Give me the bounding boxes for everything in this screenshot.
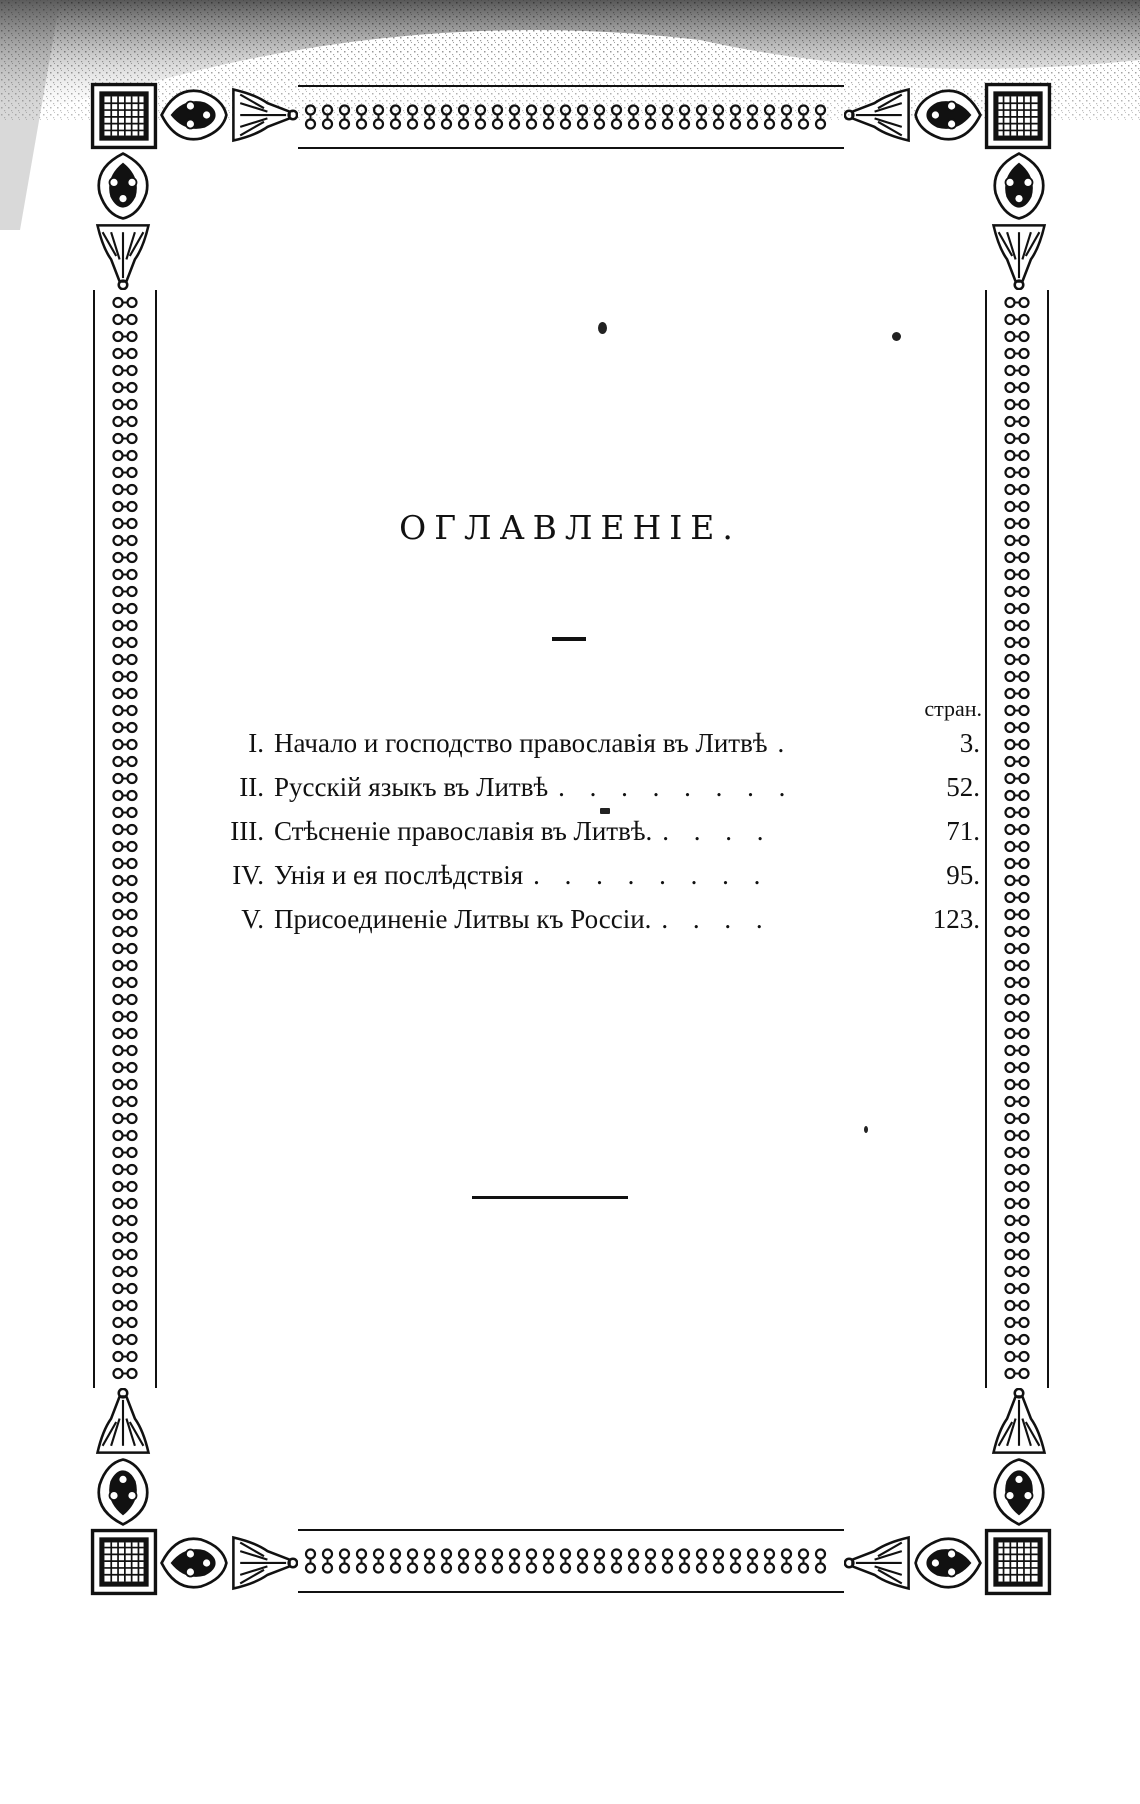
table-of-contents bbox=[200, 728, 980, 948]
border-loop bbox=[374, 1550, 383, 1573]
border-loop bbox=[612, 106, 621, 129]
border-loop bbox=[578, 106, 587, 129]
border-loop bbox=[114, 1046, 137, 1055]
toc-entry-number: III. bbox=[230, 816, 264, 846]
border-loop bbox=[1006, 1250, 1029, 1259]
border-loop bbox=[306, 106, 315, 129]
border-loop bbox=[114, 723, 137, 732]
toc-entry bbox=[200, 860, 980, 904]
border-loop bbox=[114, 842, 137, 851]
border-loop bbox=[816, 106, 825, 129]
border-loop bbox=[561, 106, 570, 129]
toc-leader-dots: . . . . bbox=[661, 904, 772, 934]
border-loop bbox=[114, 1148, 137, 1157]
border-loop bbox=[114, 587, 137, 596]
toc-entry bbox=[200, 728, 980, 772]
toc-entry-title: Начало и господство православія въ Литвѣ bbox=[274, 728, 768, 758]
border-loop bbox=[1006, 1335, 1029, 1344]
border-loop bbox=[114, 400, 137, 409]
border-loop bbox=[114, 468, 137, 477]
border-loop bbox=[1006, 332, 1029, 341]
border-loop bbox=[114, 434, 137, 443]
border-loop bbox=[114, 332, 137, 341]
border-loop bbox=[1006, 1080, 1029, 1089]
border-loop bbox=[1006, 315, 1029, 324]
border-loop bbox=[114, 1182, 137, 1191]
toc-leader-dots: . . . . bbox=[662, 816, 773, 846]
border-loop bbox=[114, 1012, 137, 1021]
border-loop bbox=[114, 638, 137, 647]
border-loop bbox=[1006, 927, 1029, 936]
border-loop bbox=[1006, 1131, 1029, 1140]
toc-entry-number: IV. bbox=[232, 860, 264, 890]
border-loop bbox=[1006, 808, 1029, 817]
border-loop bbox=[1006, 298, 1029, 307]
corner-top-right bbox=[845, 85, 1050, 290]
border-loop bbox=[114, 349, 137, 358]
border-loop bbox=[114, 1080, 137, 1089]
border-loop bbox=[1006, 434, 1029, 443]
border-loop bbox=[1006, 366, 1029, 375]
border-loop bbox=[114, 1216, 137, 1225]
border-loop bbox=[1006, 1148, 1029, 1157]
border-loop bbox=[114, 1250, 137, 1259]
border-loop bbox=[1006, 1267, 1029, 1276]
border-loop bbox=[1006, 1165, 1029, 1174]
border-loop bbox=[114, 1352, 137, 1361]
border-loop bbox=[323, 1550, 332, 1573]
ink-speck bbox=[598, 322, 607, 334]
border-loop bbox=[646, 106, 655, 129]
border-loop bbox=[731, 1550, 740, 1573]
border-loop bbox=[114, 927, 137, 936]
border-loop bbox=[114, 1165, 137, 1174]
border-loop bbox=[476, 1550, 485, 1573]
border-loop bbox=[114, 672, 137, 681]
toc-leader-dots: . . . . . . . . bbox=[533, 860, 770, 890]
border-loop bbox=[391, 1550, 400, 1573]
border-loop bbox=[1006, 893, 1029, 902]
border-loop bbox=[114, 893, 137, 902]
border-loop bbox=[114, 995, 137, 1004]
ink-speck bbox=[892, 332, 901, 341]
border-loop bbox=[114, 1369, 137, 1378]
border-loop bbox=[114, 1063, 137, 1072]
border-loop bbox=[114, 485, 137, 494]
border-loop bbox=[1006, 587, 1029, 596]
border-loop bbox=[1006, 1199, 1029, 1208]
border-loop bbox=[114, 706, 137, 715]
border-loop bbox=[1006, 468, 1029, 477]
border-loop bbox=[1006, 1063, 1029, 1072]
border-loop bbox=[816, 1550, 825, 1573]
border-loop bbox=[114, 315, 137, 324]
border-loop bbox=[442, 106, 451, 129]
border-loop bbox=[1006, 553, 1029, 562]
toc-entry-page: 3. bbox=[959, 728, 980, 758]
border-loop bbox=[544, 106, 553, 129]
border-loop bbox=[765, 106, 774, 129]
border-loop bbox=[114, 825, 137, 834]
border-loop bbox=[1006, 910, 1029, 919]
border-loop bbox=[527, 1550, 536, 1573]
border-loop bbox=[1006, 825, 1029, 834]
border-loop bbox=[114, 621, 137, 630]
page-column-label: стран. bbox=[924, 696, 982, 721]
border-loop bbox=[578, 1550, 587, 1573]
border-loop bbox=[408, 1550, 417, 1573]
toc-leader-dots: . . . . . . . . bbox=[558, 772, 795, 802]
border-loop bbox=[114, 1301, 137, 1310]
border-loop bbox=[114, 417, 137, 426]
border-loop bbox=[114, 1284, 137, 1293]
corner-bottom-left bbox=[93, 1389, 298, 1594]
border-loop bbox=[1006, 706, 1029, 715]
border-loop bbox=[663, 1550, 672, 1573]
border-loop bbox=[1006, 621, 1029, 630]
border-loop bbox=[425, 1550, 434, 1573]
border-loop bbox=[1006, 604, 1029, 613]
border-loop bbox=[680, 106, 689, 129]
toc-entry-page: 123. bbox=[932, 904, 980, 934]
border-loop bbox=[374, 106, 383, 129]
border-loop bbox=[1006, 740, 1029, 749]
toc-entry bbox=[200, 772, 980, 816]
border-loop bbox=[1006, 944, 1029, 953]
border-loop bbox=[114, 1114, 137, 1123]
border-loop bbox=[731, 106, 740, 129]
border-loop bbox=[1006, 791, 1029, 800]
toc-entry-page: 71. bbox=[946, 816, 980, 846]
border-loop bbox=[595, 106, 604, 129]
border-loop bbox=[697, 1550, 706, 1573]
border-loop bbox=[114, 1097, 137, 1106]
border-loop bbox=[799, 1550, 808, 1573]
border-loop bbox=[323, 106, 332, 129]
border-loop bbox=[114, 553, 137, 562]
border-loop bbox=[595, 1550, 604, 1573]
border-loop bbox=[1006, 1318, 1029, 1327]
border-loop bbox=[748, 106, 757, 129]
toc-entry-number: I. bbox=[248, 728, 264, 758]
border-loop bbox=[629, 1550, 638, 1573]
border-loop bbox=[442, 1550, 451, 1573]
border-loop bbox=[114, 859, 137, 868]
border-loop bbox=[1006, 689, 1029, 698]
toc-entry-title: Присоединеніе Литвы къ Россіи. bbox=[274, 904, 652, 934]
border-loop bbox=[114, 1233, 137, 1242]
border-loop bbox=[1006, 383, 1029, 392]
border-loop bbox=[425, 106, 434, 129]
border-loop bbox=[1006, 723, 1029, 732]
border-loop bbox=[782, 106, 791, 129]
border-loop bbox=[748, 1550, 757, 1573]
corner-bottom-right bbox=[845, 1389, 1050, 1594]
closing-rule bbox=[472, 1196, 628, 1199]
border-loop bbox=[1006, 961, 1029, 970]
border-loop bbox=[1006, 451, 1029, 460]
border-loop bbox=[114, 791, 137, 800]
toc-entry-title: Унія и ея послѣдствія bbox=[274, 860, 524, 890]
toc-entry-title: Русскій языкъ въ Литвѣ bbox=[274, 772, 549, 802]
border-loop bbox=[114, 570, 137, 579]
border-loop bbox=[114, 961, 137, 970]
border-loop bbox=[799, 106, 808, 129]
border-loop bbox=[114, 757, 137, 766]
toc-entry-page: 95. bbox=[946, 860, 980, 890]
border-loop bbox=[459, 1550, 468, 1573]
border-loop bbox=[114, 1318, 137, 1327]
border-loop bbox=[114, 383, 137, 392]
border-loop bbox=[1006, 757, 1029, 766]
border-loop bbox=[114, 655, 137, 664]
border-loop bbox=[114, 451, 137, 460]
border-loop bbox=[114, 298, 137, 307]
border-loop bbox=[510, 1550, 519, 1573]
border-loop bbox=[114, 774, 137, 783]
border-loop bbox=[1006, 570, 1029, 579]
border-loop bbox=[1006, 995, 1029, 1004]
border-loop bbox=[1006, 400, 1029, 409]
border-loop bbox=[1006, 417, 1029, 426]
border-loop bbox=[714, 106, 723, 129]
border-loop bbox=[1006, 672, 1029, 681]
border-loop bbox=[114, 1199, 137, 1208]
border-loop bbox=[357, 1550, 366, 1573]
border-loop bbox=[1006, 876, 1029, 885]
border-loop bbox=[1006, 1301, 1029, 1310]
border-loop bbox=[1006, 655, 1029, 664]
toc-entry-page: 52. bbox=[946, 772, 980, 802]
border-loop bbox=[1006, 349, 1029, 358]
border-loop bbox=[114, 876, 137, 885]
border-loop bbox=[114, 944, 137, 953]
border-loop bbox=[1006, 1369, 1029, 1378]
border-loop bbox=[114, 740, 137, 749]
border-loop bbox=[340, 106, 349, 129]
heading-dash bbox=[552, 637, 586, 641]
toc-entry bbox=[200, 816, 980, 860]
border-loop bbox=[493, 106, 502, 129]
border-loop bbox=[114, 808, 137, 817]
border-loop bbox=[357, 106, 366, 129]
border-loop bbox=[544, 1550, 553, 1573]
border-loop bbox=[391, 106, 400, 129]
border-loop bbox=[1006, 842, 1029, 851]
border-loop bbox=[114, 1131, 137, 1140]
toc-leader-dots: . bbox=[777, 728, 794, 758]
ink-speck bbox=[864, 1126, 868, 1133]
border-loop bbox=[629, 106, 638, 129]
border-loop bbox=[697, 106, 706, 129]
border-loop bbox=[1006, 1233, 1029, 1242]
border-loop bbox=[1006, 1029, 1029, 1038]
border-loop bbox=[476, 106, 485, 129]
border-loop bbox=[459, 106, 468, 129]
border-loop bbox=[114, 689, 137, 698]
border-loop bbox=[114, 604, 137, 613]
border-loop bbox=[114, 978, 137, 987]
toc-heading: ОГЛАВЛЕНІЕ. bbox=[399, 508, 741, 547]
border-loop bbox=[612, 1550, 621, 1573]
border-loop bbox=[340, 1550, 349, 1573]
toc-entry-number: V. bbox=[241, 904, 264, 934]
border-loop bbox=[561, 1550, 570, 1573]
border-loop bbox=[663, 106, 672, 129]
border-loop bbox=[1006, 1352, 1029, 1361]
toc-entry-title: Стѣсненіе православія въ Литвѣ. bbox=[274, 816, 653, 846]
border-loop bbox=[527, 106, 536, 129]
border-loop bbox=[1006, 1046, 1029, 1055]
border-loop bbox=[1006, 774, 1029, 783]
border-loop bbox=[1006, 859, 1029, 868]
border-loop bbox=[714, 1550, 723, 1573]
border-loop bbox=[306, 1550, 315, 1573]
border-loop bbox=[1006, 978, 1029, 987]
border-loop bbox=[114, 1335, 137, 1344]
toc-entry bbox=[200, 904, 980, 948]
border-loop bbox=[1006, 1182, 1029, 1191]
border-loop bbox=[1006, 1097, 1029, 1106]
border-loop bbox=[782, 1550, 791, 1573]
border-loop bbox=[1006, 1216, 1029, 1225]
border-loop bbox=[1006, 485, 1029, 494]
toc-entry-number: II. bbox=[239, 772, 264, 802]
border-loop bbox=[493, 1550, 502, 1573]
border-loop bbox=[114, 366, 137, 375]
border-loop bbox=[114, 910, 137, 919]
border-loop bbox=[1006, 1114, 1029, 1123]
border-loop bbox=[1006, 1284, 1029, 1293]
border-loop bbox=[510, 106, 519, 129]
border-loop bbox=[114, 1029, 137, 1038]
border-loop bbox=[114, 1267, 137, 1276]
border-loop bbox=[646, 1550, 655, 1573]
corner-top-left bbox=[93, 85, 298, 290]
border-loop bbox=[680, 1550, 689, 1573]
border-loop bbox=[1006, 638, 1029, 647]
border-loop bbox=[765, 1550, 774, 1573]
border-loop bbox=[1006, 1012, 1029, 1021]
border-loop bbox=[408, 106, 417, 129]
